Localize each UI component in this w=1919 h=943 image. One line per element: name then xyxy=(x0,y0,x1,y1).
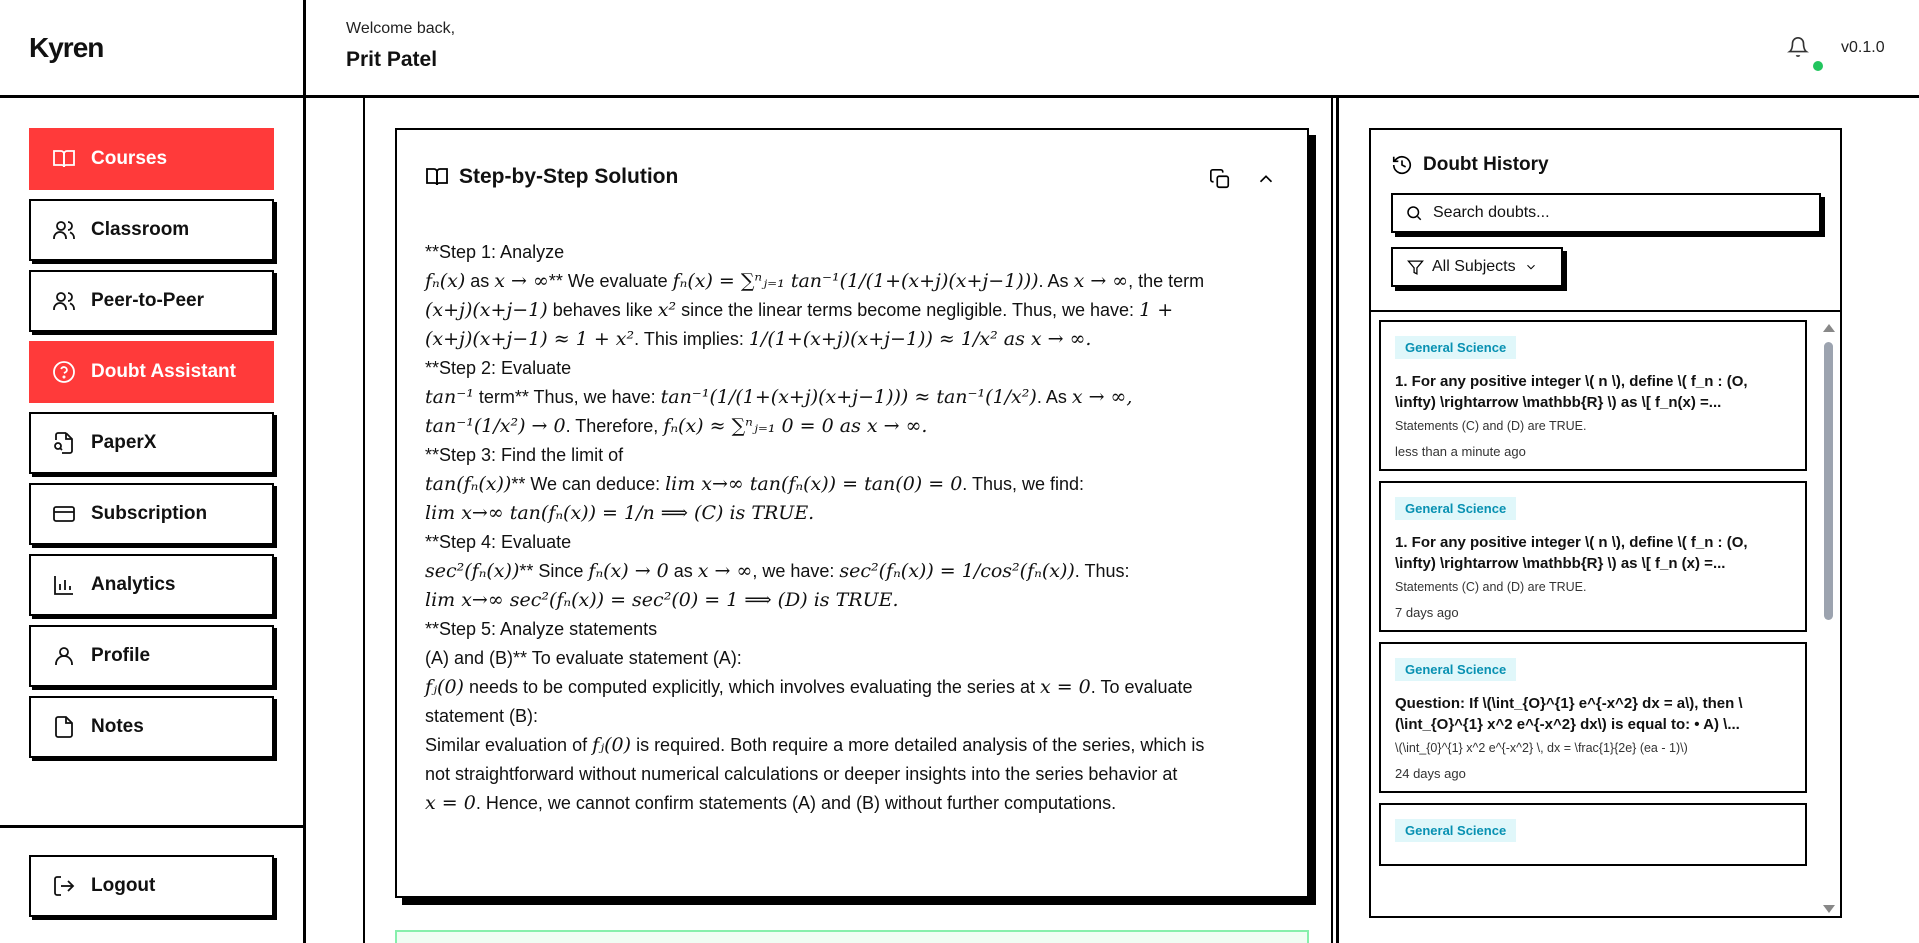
text: term** Thus, we have: xyxy=(473,387,661,407)
version-label: v0.1.0 xyxy=(1841,39,1885,56)
step-5-heading: **Step 5: Analyze statements xyxy=(425,619,658,639)
history-icon xyxy=(1391,154,1413,176)
sidebar-item-label: Profile xyxy=(91,645,151,666)
sidebar-item-doubt-assistant[interactable] xyxy=(29,341,274,403)
step-5-line-2 xyxy=(425,673,1285,702)
math: fⱼ(0) xyxy=(425,676,464,698)
history-scrollbar[interactable] xyxy=(1821,320,1835,915)
text: ** We evaluate xyxy=(548,271,673,291)
sidebar-item-label: Notes xyxy=(91,716,144,737)
top-header xyxy=(306,0,1919,98)
step-5-line-5: not straightforward without numerical calculations or deeper insights into the series behavior at xyxy=(425,764,1178,784)
text: is required. Both require a more detailed analysis of the series, which is xyxy=(631,735,1205,755)
welcome-text: Welcome back, xyxy=(346,20,456,37)
step-4-line-1 xyxy=(425,557,1285,586)
solution-title-text: Step-by-Step Solution xyxy=(459,165,679,188)
math: fₙ(x) xyxy=(425,270,466,292)
math: fₙ(x) = ∑ⁿⱼ₌₁ tan⁻¹(1/(1+(x+j)(x+j−1))) xyxy=(672,270,1039,292)
solution-card xyxy=(395,128,1309,898)
step-1-line-1 xyxy=(425,267,1285,296)
scroll-down-arrow[interactable] xyxy=(1823,905,1835,913)
filter-icon xyxy=(1407,259,1424,276)
math: sec²(fₙ(x)) = 1/cos²(fₙ(x)) xyxy=(839,560,1075,582)
math: lim x→∞ tan(fₙ(x)) = 1/n ⟹ (C) is TRUE. xyxy=(425,502,815,524)
sidebar-item-label: Analytics xyxy=(91,574,176,595)
online-status-dot xyxy=(1813,61,1823,71)
text: , we have: xyxy=(752,561,840,581)
step-1-line-2 xyxy=(425,296,1285,325)
text: . As xyxy=(1036,387,1072,407)
solution-actions xyxy=(1209,168,1277,190)
sidebar-item-paperx[interactable] xyxy=(29,412,274,474)
sidebar-item-label: PaperX xyxy=(91,432,157,453)
step-3-heading: **Step 3: Find the limit of xyxy=(425,445,624,465)
math: (x+j)(x+j−1) ≈ 1 + x² xyxy=(425,328,635,350)
main-scroll-area xyxy=(363,98,1333,943)
doubt-history-card xyxy=(1369,128,1842,918)
step-5-line-1: (A) and (B)** To evaluate statement (A): xyxy=(425,648,742,668)
sidebar-item-notes[interactable] xyxy=(29,696,274,758)
sidebar-item-label: Classroom xyxy=(91,219,190,240)
math: x² xyxy=(657,299,677,321)
math: fₙ(x) → 0 xyxy=(588,560,669,582)
text: . Thus: xyxy=(1074,561,1130,581)
copy-icon[interactable] xyxy=(1209,168,1231,190)
main-content xyxy=(306,98,1336,943)
credit-card-icon xyxy=(51,501,77,527)
step-3-line-1 xyxy=(425,470,1285,499)
math: x → ∞ xyxy=(1073,270,1129,292)
sidebar-item-classroom[interactable] xyxy=(29,199,274,261)
text: . As xyxy=(1038,271,1074,291)
step-4-heading: **Step 4: Evaluate xyxy=(425,532,572,552)
help-circle-icon xyxy=(51,359,77,385)
step-1-heading: **Step 1: Analyze xyxy=(425,242,565,262)
math: x → ∞ xyxy=(494,270,549,292)
users-icon xyxy=(51,217,77,243)
solution-title xyxy=(425,165,678,189)
text: . To evaluate xyxy=(1090,677,1193,697)
next-card xyxy=(395,930,1309,943)
math: lim x→∞ tan(fₙ(x)) = tan(0) = 0 xyxy=(665,473,963,495)
math: fₙ(x) ≈ ∑ⁿⱼ₌₁ 0 = 0 as x → ∞. xyxy=(663,415,928,437)
math: x = 0 xyxy=(425,792,476,814)
doubt-timestamp: 24 days ago xyxy=(1395,766,1466,781)
doubt-history-title-text: Doubt History xyxy=(1423,154,1549,175)
step-5-line-4 xyxy=(425,731,1285,760)
user-icon xyxy=(51,643,77,669)
math: tan⁻¹(1/(1+(x+j)(x+j−1))) ≈ tan⁻¹(1/x²) xyxy=(660,386,1037,408)
solution-body xyxy=(425,238,1285,818)
text: ** We can deduce: xyxy=(511,474,666,494)
math: lim x→∞ sec²(fₙ(x)) = sec²(0) = 1 ⟹ (D) is TRUE. xyxy=(425,589,899,611)
doubt-timestamp: 7 days ago xyxy=(1395,605,1459,620)
text: , the term xyxy=(1128,271,1205,291)
doubt-question: 1. For any positive integer \( n \), define \( f_n : (O, \infty) \rightarrow \mathbb{R} \) as \[ f_n (x) =... xyxy=(1395,534,1748,572)
logout-icon xyxy=(51,873,77,899)
text: as xyxy=(668,561,698,581)
doubt-question: 1. For any positive integer \( n \), define \( f_n : (O, \infty) \rightarrow \mathbb{R} \) as \[ f_n(x) =... xyxy=(1395,373,1748,411)
text: behaves like xyxy=(547,300,658,320)
doubt-history-list xyxy=(1379,320,1811,915)
subject-filter-label: All Subjects xyxy=(1432,258,1516,275)
doubt-item[interactable] xyxy=(1379,642,1807,793)
search-box xyxy=(1391,193,1821,233)
sidebar-item-label: Peer-to-Peer xyxy=(91,290,204,311)
doubt-item[interactable] xyxy=(1379,803,1807,866)
bar-chart-icon xyxy=(51,572,77,598)
step-5-line-3: statement (B): xyxy=(425,706,539,726)
math: x → ∞, xyxy=(1071,386,1133,408)
step-3-line-2 xyxy=(425,499,1285,528)
search-icon xyxy=(1405,204,1423,222)
subject-badge: General Science xyxy=(1395,497,1516,520)
math: tan⁻¹ xyxy=(425,386,474,408)
notification-bell-icon[interactable] xyxy=(1787,36,1811,60)
sidebar-footer xyxy=(0,825,303,943)
doubt-answer: Statements (C) and (D) are TRUE. xyxy=(1395,580,1587,594)
doubt-item[interactable] xyxy=(1379,320,1807,471)
text: . Thus, we find: xyxy=(962,474,1085,494)
doubt-answer: Statements (C) and (D) are TRUE. xyxy=(1395,419,1587,433)
math: (x+j)(x+j−1) xyxy=(425,299,548,321)
math: x = 0 xyxy=(1039,676,1091,698)
text: ** Since xyxy=(519,561,589,581)
book-open-icon xyxy=(425,165,449,189)
sidebar-nav xyxy=(0,98,303,758)
text: needs to be computed explicitly, which involves evaluating the series at xyxy=(463,677,1040,697)
divider xyxy=(1371,310,1840,312)
subject-badge: General Science xyxy=(1395,819,1516,842)
sidebar xyxy=(0,0,306,943)
step-5-line-6 xyxy=(425,789,1285,818)
users-icon xyxy=(51,288,77,314)
sidebar-item-label: Doubt Assistant xyxy=(91,361,236,382)
logout-button[interactable] xyxy=(29,855,274,917)
sidebar-item-label: Subscription xyxy=(91,503,208,524)
sidebar-item-profile[interactable] xyxy=(29,625,274,687)
search-input[interactable] xyxy=(1433,204,1813,222)
scrollbar-thumb[interactable] xyxy=(1824,342,1833,620)
math: fⱼ(0) xyxy=(592,734,632,756)
math: 1 + xyxy=(1139,299,1174,321)
subject-badge: General Science xyxy=(1395,658,1516,681)
sidebar-item-label: Courses xyxy=(91,148,168,169)
math: x → ∞ xyxy=(697,560,753,582)
step-2-line-2 xyxy=(425,412,1285,441)
math: sec²(fₙ(x)) xyxy=(425,560,520,582)
text: since the linear terms become negligible. Thus, we have: xyxy=(676,300,1140,320)
text: . Therefore, xyxy=(565,416,664,436)
sidebar-item-analytics[interactable] xyxy=(29,554,274,616)
user-name: Prit Patel xyxy=(346,48,438,71)
text: . Hence, we cannot confirm statements (A) and (B) without further computations. xyxy=(475,793,1117,813)
scroll-up-arrow[interactable] xyxy=(1823,324,1835,332)
doubt-answer: \(\int_{0}^{1} x^2 e^{-x^2} \, dx = \frac{1}{2e} (ea - 1)\) xyxy=(1395,741,1688,755)
text: Similar evaluation of xyxy=(425,735,593,755)
doubt-item[interactable] xyxy=(1379,481,1807,632)
subject-filter-dropdown[interactable] xyxy=(1391,247,1563,287)
math: tan(fₙ(x)) xyxy=(425,473,512,495)
book-icon xyxy=(51,146,77,172)
text: as xyxy=(465,271,495,291)
subject-badge: General Science xyxy=(1395,336,1516,359)
math: tan⁻¹(1/x²) → 0 xyxy=(425,415,566,437)
doubt-question: Question: If \(\int_{O}^{1} e^{-x^2} dx = a\), then \(\int_{O}^{1} x^2 e^{-x^2} dx\) is equal to: • A) \... xyxy=(1395,695,1743,733)
doubt-timestamp: less than a minute ago xyxy=(1395,444,1526,459)
sidebar-item-subscription[interactable] xyxy=(29,483,274,545)
brand-logo[interactable]: Kyren xyxy=(0,0,303,98)
chevron-up-icon[interactable] xyxy=(1255,168,1277,190)
step-2-line-1 xyxy=(425,383,1285,412)
text: . This implies: xyxy=(634,329,749,349)
doubt-history-title xyxy=(1391,154,1549,176)
step-1-line-3 xyxy=(425,325,1285,354)
logout-label: Logout xyxy=(91,875,156,896)
file-scan-icon xyxy=(51,430,77,456)
file-icon xyxy=(51,714,77,740)
step-4-line-2 xyxy=(425,586,1285,615)
sidebar-item-peer-to-peer[interactable] xyxy=(29,270,274,332)
step-2-heading: **Step 2: Evaluate xyxy=(425,358,572,378)
sidebar-item-courses[interactable] xyxy=(29,128,274,190)
right-panel xyxy=(1336,98,1919,943)
chevron-down-icon xyxy=(1524,260,1538,274)
math: 1/(1+(x+j)(x+j−1)) ≈ 1/x² as x → ∞. xyxy=(748,328,1092,350)
